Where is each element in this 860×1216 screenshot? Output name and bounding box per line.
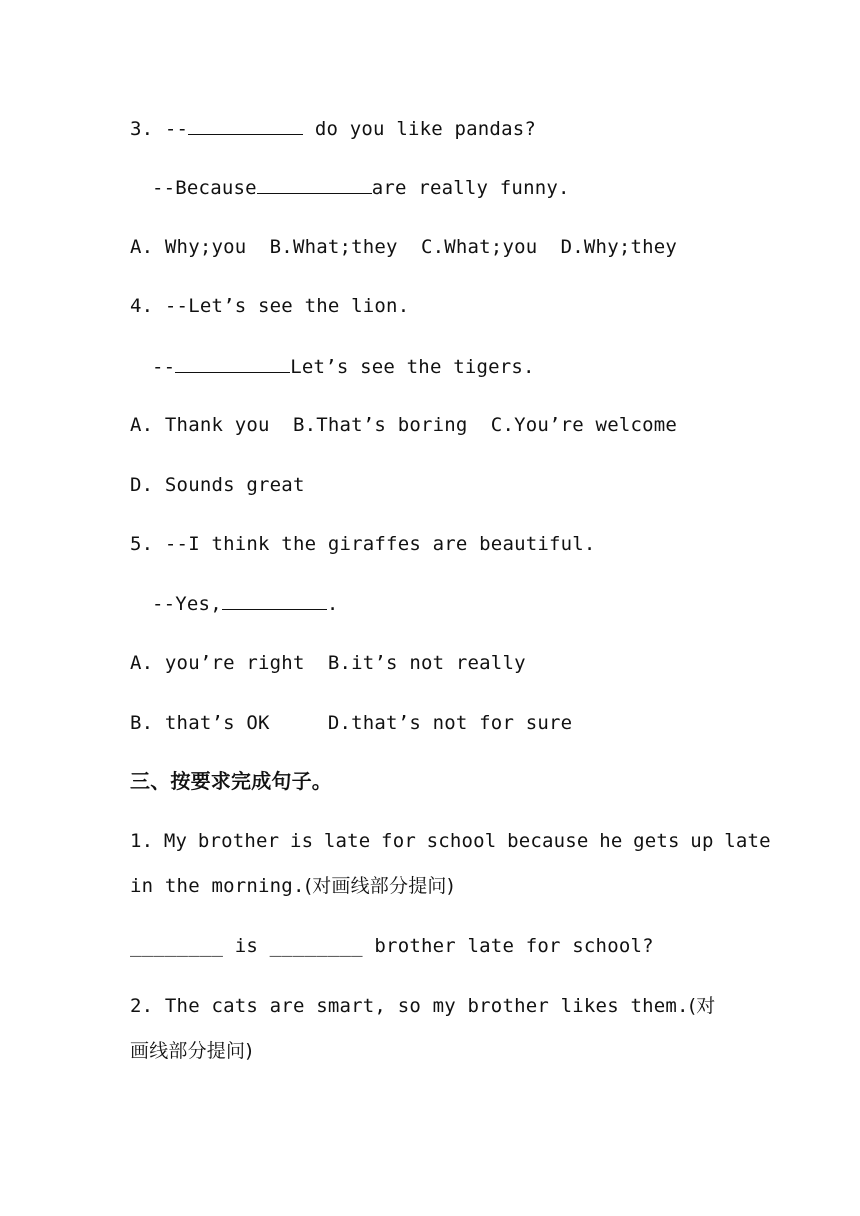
q3-options: A. Why;you B.What;they C.What;you D.Why;they [130, 236, 678, 258]
s2-line1 [130, 994, 716, 1018]
q4-options-line2: D. Sounds great [130, 474, 305, 496]
q3-blank-1 [188, 116, 303, 135]
q3-line2-prefix: --Because [152, 177, 257, 199]
s1-line2-en: in the morning. [130, 875, 305, 897]
q3-line1 [130, 116, 536, 141]
q3-line2-suffix: are really funny. [371, 177, 570, 199]
q5-line1: 5. --I think the giraffes are beautiful. [130, 533, 596, 555]
s1-line1: 1. My brother is late for school because he gets up late [130, 830, 771, 852]
q3-line1-suffix: do you like pandas? [303, 118, 536, 140]
s1-line2 [130, 874, 454, 898]
q4-blank [175, 354, 290, 373]
q3-blank-2 [257, 175, 372, 194]
q5-line2 [152, 591, 338, 616]
q5-line2-suffix: . [326, 593, 339, 615]
s2-line1-en: 2. The cats are smart, so my brother likes them. [130, 995, 689, 1017]
q5-line2-prefix: --Yes, [152, 593, 222, 615]
s2-line1-cn: (对 [688, 995, 716, 1017]
q4-line2-prefix: -- [152, 356, 176, 378]
section-heading: 三、按要求完成句子。 [130, 769, 332, 793]
s1-answer-line: ________ is ________ brother late for school? [130, 935, 654, 957]
s2-line2: 画线部分提问) [130, 1040, 253, 1062]
q5-options-line2: B. that’s OK D.that’s not for sure [130, 712, 573, 734]
q3-prefix: 3. -- [130, 118, 189, 140]
q4-line2-suffix: Let’s see the tigers. [290, 356, 535, 378]
s1-line2-cn: (对画线部分提问) [304, 875, 455, 897]
q4-options-line1: A. Thank you B.That’s boring C.You’re welcome [130, 414, 678, 436]
q4-line2 [152, 354, 535, 379]
q3-line2 [152, 175, 570, 200]
q5-blank [222, 591, 327, 610]
q5-options-line1: A. you’re right B.it’s not really [130, 652, 526, 674]
q4-line1: 4. --Let’s see the lion. [130, 295, 410, 317]
